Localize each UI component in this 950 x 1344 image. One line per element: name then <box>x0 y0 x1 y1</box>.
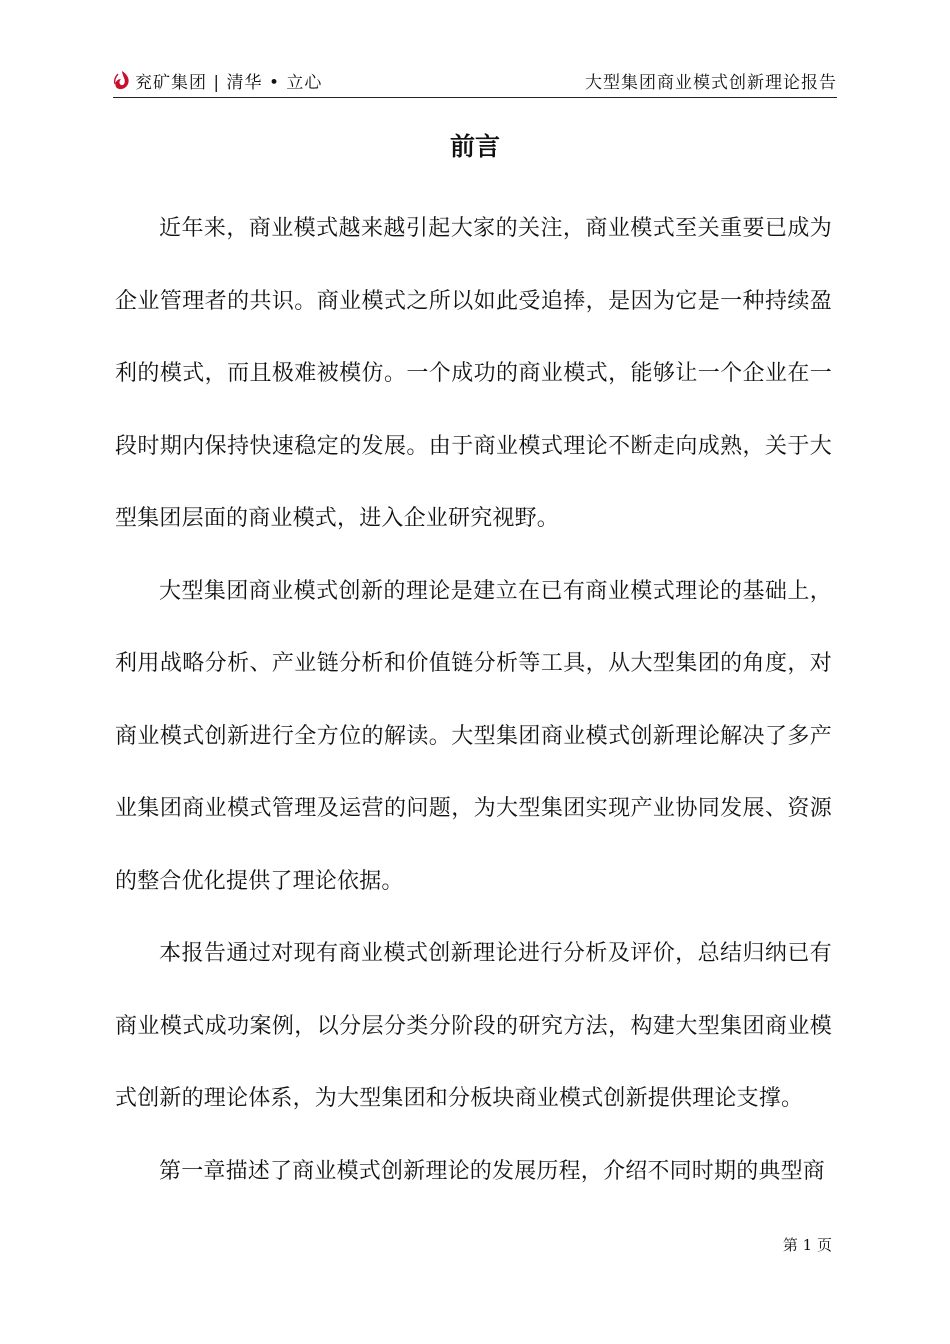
body-text <box>115 193 832 1208</box>
company-logo-icon <box>113 70 131 92</box>
header-brand <box>113 68 322 93</box>
paragraph: 大型集团商业模式创新的理论是建立在已有商业模式理论的基础上，利用战略分析、产业链分析和价值链分析等工具，从大型集团的角度，对商业模式创新进行全方位的解读。大型集团商业模式创新理论解决了多产业集团商业模式管理及运营的问题，为大型集团实现产业协同发展、资源的整合优化提供了理论依据。 <box>115 578 832 894</box>
header-divider <box>113 97 837 98</box>
page-header <box>113 60 837 98</box>
paragraph: 近年来，商业模式越来越引起大家的关注，商业模式至关重要已成为企业管理者的共识。商业模式之所以如此受追捧，是因为它是一种持续盈利的模式，而且极难被模仿。一个成功的商业模式，能够让一个企业在一段时期内保持快速稳定的发展。由于商业模式理论不断走向成熟，关于大型集团层面的商业模式，进入企业研究视野。 <box>115 216 832 531</box>
header-brand-text: 兖矿集团 | 清华 • 立心 <box>135 73 323 93</box>
page-title: 前言 <box>449 132 500 161</box>
paragraph: 本报告通过对现有商业模式创新理论进行分析及评价，总结归纳已有商业模式成功案例，以分层分类分阶段的研究方法，构建大型集团商业模式创新的理论体系，为大型集团和分板块商业模式创新提供理论支撑。 <box>115 941 832 1111</box>
paragraph: 第一章描述了商业模式创新理论的发展历程，介绍不同时期的典型商 <box>159 1158 826 1184</box>
page-number: 第 1 页 <box>782 1236 832 1254</box>
header-document-title: 大型集团商业模式创新理论报告 <box>585 73 837 93</box>
